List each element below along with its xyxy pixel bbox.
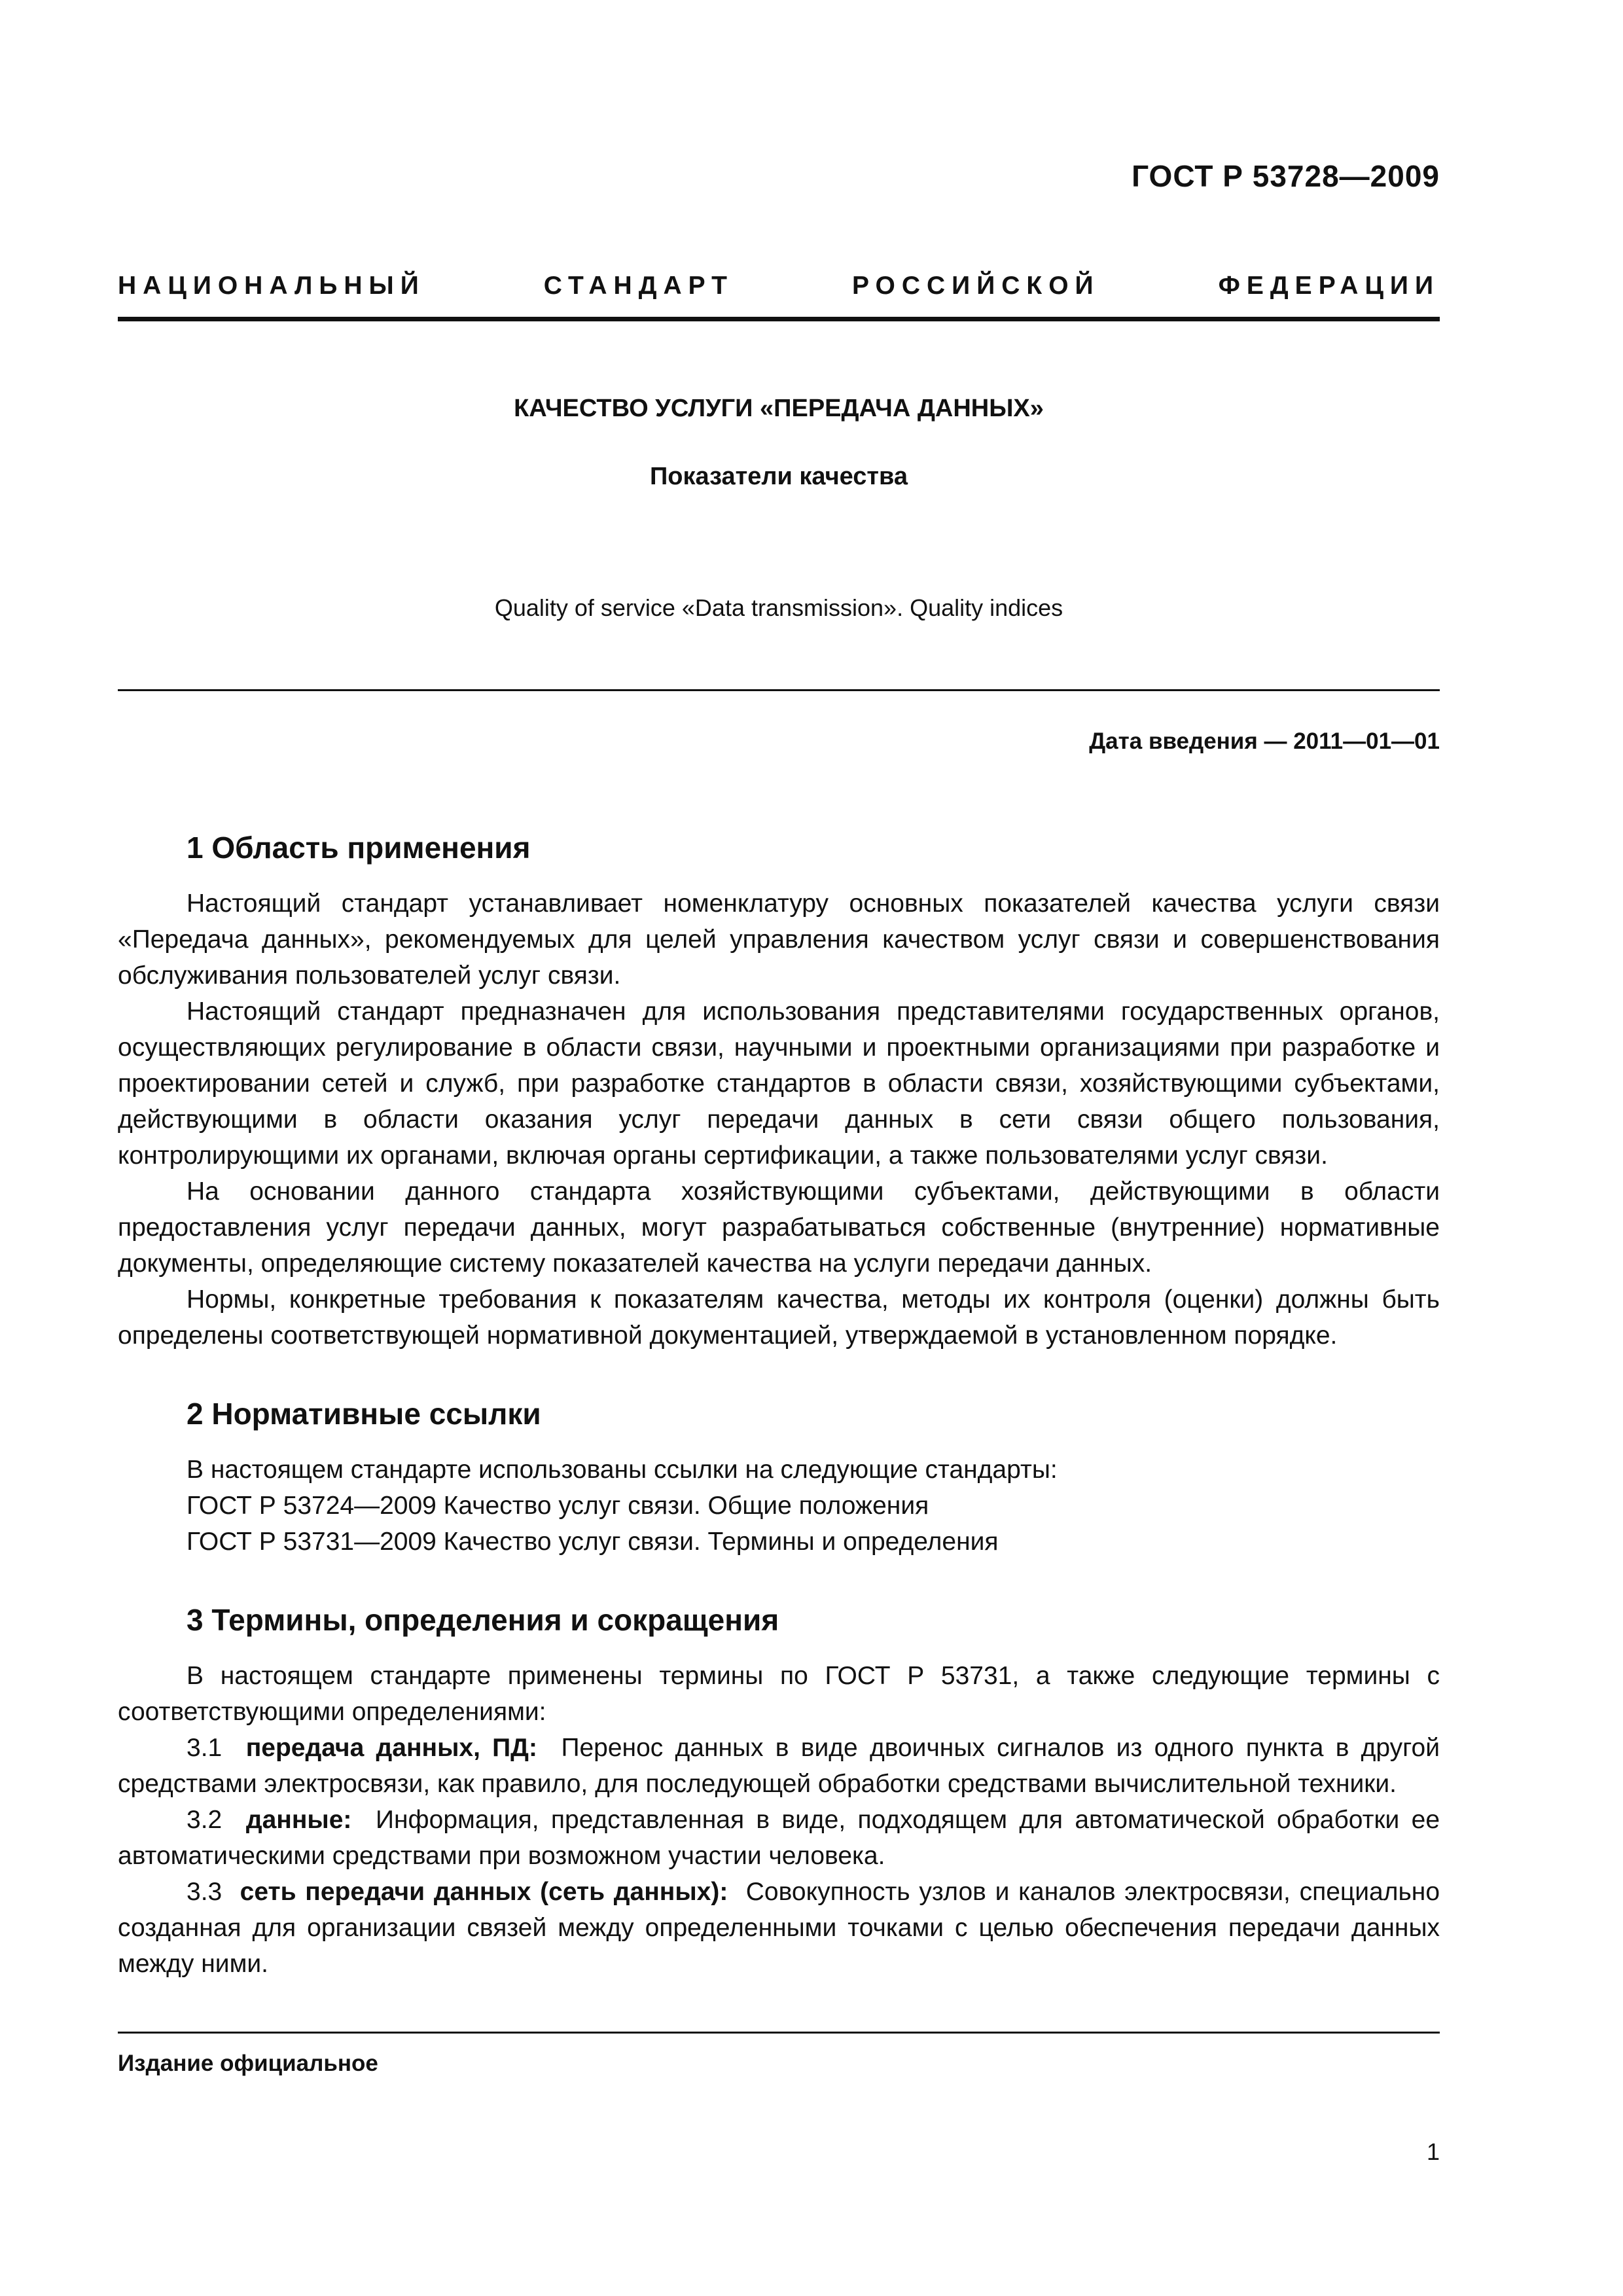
footer-rule [118, 2032, 1440, 2034]
section-3-intro: В настоящем стандарте применены термины по ГОСТ Р 53731, а также следующие термины с соответствующими определениями: [118, 1662, 1440, 1726]
standard-number: ГОСТ Р 53728—2009 [1132, 159, 1440, 193]
section-1-paragraph: Настоящий стандарт устанавливает номенклатуру основных показателей качества услуги связи «Передача данных», рекомендуемых для целей управления качеством услуг связи и совершенствования обслуживания пользователей услуг связи. [118, 889, 1440, 990]
document-title-english: Quality of service «Data transmission». Quality indices [494, 594, 1063, 621]
national-standard-title: НАЦИОНАЛЬНЫЙ СТАНДАРТ РОССИЙСКОЙ ФЕДЕРАЦИИ [118, 272, 1440, 300]
document-body [118, 828, 1440, 1982]
term-name: данные: [245, 1806, 352, 1834]
section-1-paragraph: На основании данного стандарта хозяйствующими субъектами, действующими в области предоставления услуг передачи данных, могут разрабатываться собственные (внутренние) нормативные документы, определяющие систему показателей качества на услуги передачи данных. [118, 1177, 1440, 1278]
term-name: сеть передачи данных (сеть данных): [240, 1878, 728, 1906]
section-1-paragraph: Нормы, конкретные требования к показателям качества, методы их контроля (оценки) должны быть определены соответствующей нормативной документацией, утверждаемой в установленном порядке. [118, 1285, 1440, 1350]
document-subtitle: Показатели качества [649, 463, 908, 490]
introduction-date: Дата введения — 2011—01—01 [1089, 728, 1440, 754]
term-definition [118, 1802, 1440, 1874]
term-number: 3.1 [187, 1734, 223, 1762]
title-rule [118, 689, 1440, 691]
term-text: Информация, представленная в виде, подходящем для автоматической обработки ее автоматическими средствами при возможном участии человека. [118, 1806, 1440, 1870]
term-number: 3.2 [187, 1806, 223, 1834]
term-definition [118, 1730, 1440, 1802]
term-text: Перенос данных в виде двоичных сигналов из одного пункта в другой средствами электросвязи, как правило, для последующей обработки средствами вычислительной техники. [118, 1734, 1440, 1798]
section-3-heading: 3 Термины, определения и сокращения [187, 1603, 779, 1637]
section-2-intro: В настоящем стандарте использованы ссылки на следующие стандарты: [187, 1456, 1058, 1484]
header-rule [118, 317, 1440, 321]
normative-reference: ГОСТ Р 53724—2009 Качество услуг связи. Общие положения [187, 1492, 929, 1520]
term-number: 3.3 [187, 1878, 223, 1906]
term-name: передача данных, ПД: [245, 1734, 537, 1762]
section-1-heading: 1 Область применения [187, 831, 531, 865]
official-edition-label: Издание официальное [118, 2051, 378, 2076]
section-2-heading: 2 Нормативные ссылки [187, 1397, 541, 1431]
page-number: 1 [1426, 2138, 1440, 2165]
section-1-paragraph: Настоящий стандарт предназначен для использования представителями государственных органов, осуществляющих регулирование в области связи, научными и проектными организациями при разработке и проектировании сетей и служб, при разработке стандартов в области связи, хозяйствующими субъектами, действующими в области оказания услуг передачи данных в сети связи общего пользования, контролирующими их органами, включая органы сертификации, а также пользователями услуг связи. [118, 997, 1440, 1170]
term-text: Совокупность узлов и каналов электросвязи, специально созданная для организации связей между определенными точками с целью обеспечения передачи данных между ними. [118, 1878, 1440, 1978]
document-title: КАЧЕСТВО УСЛУГИ «ПЕРЕДАЧА ДАННЫХ» [514, 395, 1044, 422]
term-definition [118, 1874, 1440, 1982]
normative-reference: ГОСТ Р 53731—2009 Качество услуг связи. Термины и определения [187, 1528, 999, 1556]
